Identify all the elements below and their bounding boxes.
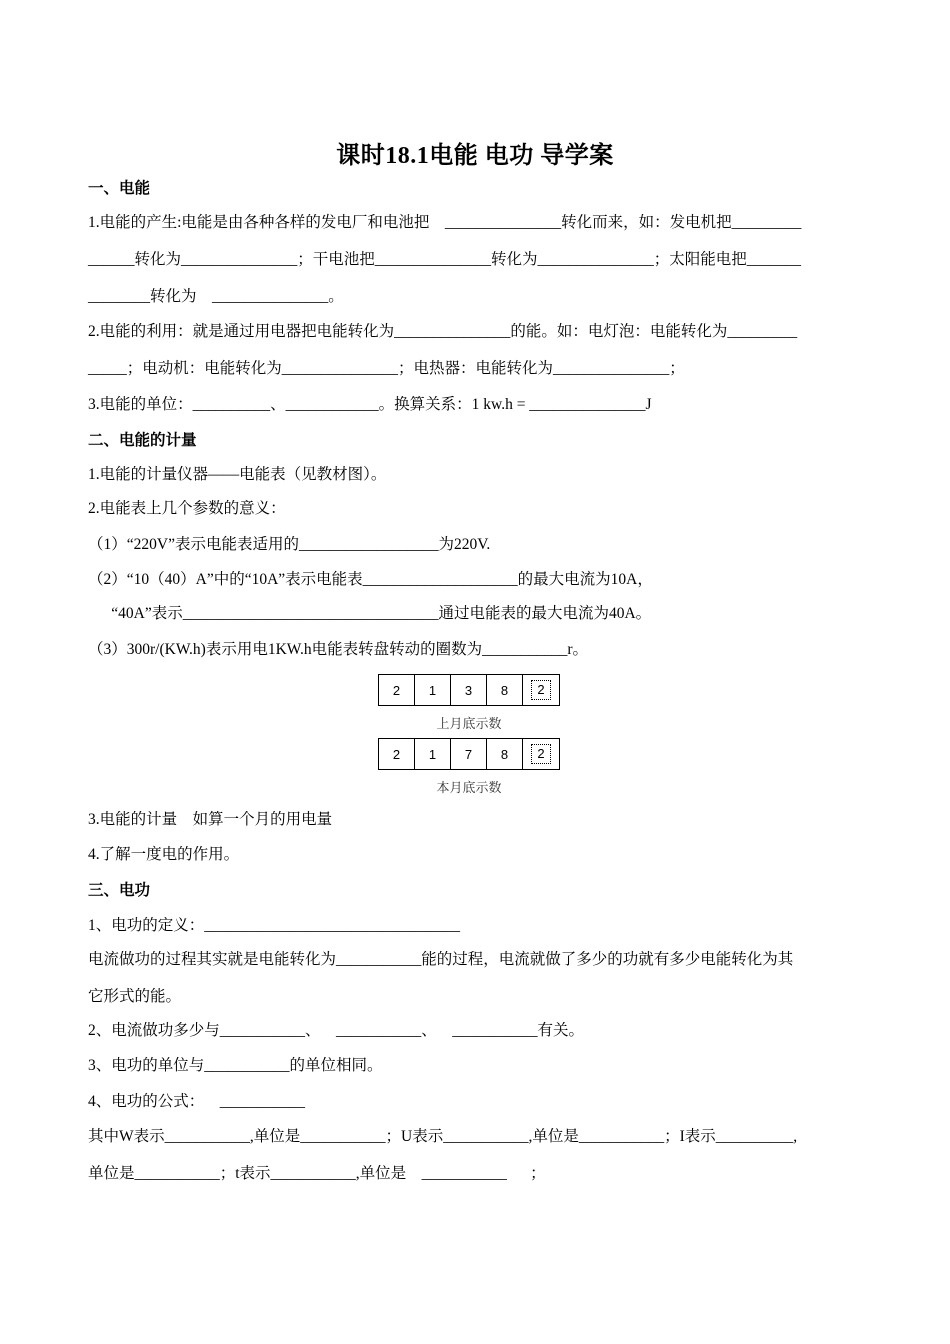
meter-caption-this-month: 本月底示数 <box>436 780 502 795</box>
text-line: （2）“10（40）A”中的“10A”表示电能表____________________的最大电流为10A， <box>88 571 653 588</box>
meter-digit: 8 <box>487 739 523 769</box>
text-line: 2、电流做功多少与___________、 ___________、 ___________有关。 <box>88 1022 585 1039</box>
meter-digit: 8 <box>487 675 523 705</box>
page-title: 课时18.1电能 电功 导学案 <box>336 143 614 169</box>
text-line: 其中W表示___________,单位是___________；U表示___________,单位是___________；I表示__________, <box>88 1128 798 1145</box>
text-line: ______转化为_______________；干电池把_______________转化为_______________；太阳能电把_______ <box>88 251 802 268</box>
meter-digit: 2 <box>379 739 415 769</box>
text-line: _____；电动机：电能转化为_______________；电热器：电能转化为_______________； <box>88 360 685 377</box>
text-line: 1.电能的计量仪器——电能表（见教材图）。 <box>88 466 387 483</box>
text-line: 它形式的能。 <box>88 988 182 1005</box>
text-line: 3.电能的计量 如算一个月的用电量 <box>88 811 333 828</box>
text-line: 1.电能的产生:电能是由各种各样的发电厂和电池把 _______________转化而来，如：发电机把_________ <box>88 214 802 231</box>
section-heading-electric-energy: 一、电能 <box>88 180 151 197</box>
meter-digit: 2 <box>531 744 551 764</box>
meter-digit: 3 <box>451 675 487 705</box>
meter-decimal-digit <box>523 675 559 705</box>
meter-digit: 1 <box>415 675 451 705</box>
meter-decimal-digit <box>523 739 559 769</box>
text-line: 3、电功的单位与___________的单位相同。 <box>88 1057 383 1074</box>
text-line: 4.了解一度电的作用。 <box>88 846 240 863</box>
meter-caption-last-month: 上月底示数 <box>436 716 502 731</box>
text-line: （1）“220V”表示电能表适用的__________________为220V. <box>88 536 491 553</box>
text-line: 单位是___________；t表示___________,单位是 ___________ ； <box>88 1165 546 1182</box>
meter-digit: 1 <box>415 739 451 769</box>
section-heading-metering: 二、电能的计量 <box>88 432 197 449</box>
meter-digit: 2 <box>531 680 551 700</box>
meter-digit: 2 <box>379 675 415 705</box>
meter-display-last-month <box>378 674 560 706</box>
text-line: 4、电功的公式： ___________ <box>88 1093 306 1110</box>
text-line: 2.电能表上几个参数的意义： <box>88 500 286 517</box>
text-line: 2.电能的利用：就是通过用电器把电能转化为_______________的能。如：电灯泡：电能转化为_________ <box>88 323 798 340</box>
text-line: 电流做功的过程其实就是电能转化为___________能的过程，电流就做了多少的功就有多少电能转化为其 <box>88 951 794 968</box>
text-line: （3）300r/(KW.h)表示用电1KW.h电能表转盘转动的圈数为___________r。 <box>88 641 589 658</box>
text-line: 3.电能的单位：__________、____________。换算关系：1 kw.h = _______________J <box>88 396 652 413</box>
text-line: “40A”表示_________________________________通过电能表的最大电流为40A。 <box>88 605 652 622</box>
meter-display-this-month <box>378 738 560 770</box>
section-heading-electric-work: 三、电功 <box>88 882 151 899</box>
text-line: 1、电功的定义：_________________________________ <box>88 917 461 934</box>
text-line: ________转化为 _______________。 <box>88 288 344 305</box>
meter-digit: 7 <box>451 739 487 769</box>
